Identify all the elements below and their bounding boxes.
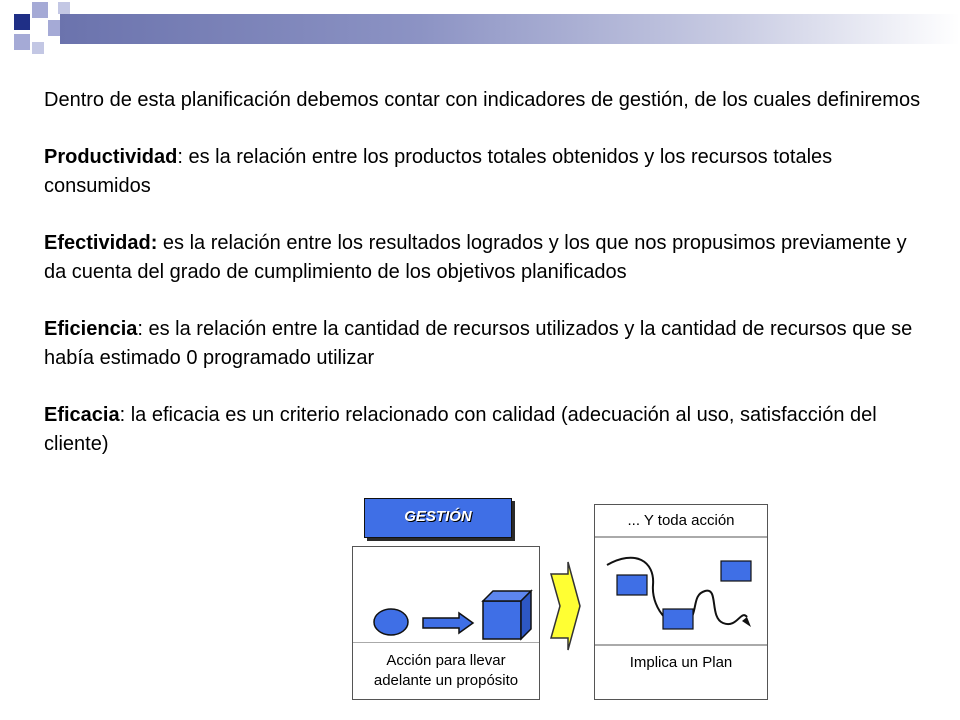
eficacia-paragraph [44, 401, 924, 459]
productividad-paragraph [44, 143, 924, 201]
gestion-box [364, 498, 512, 538]
efectividad-paragraph [44, 229, 924, 287]
header-square-light [32, 2, 48, 18]
eficiencia-term: Eficiencia [44, 318, 138, 340]
right-arrow-shape [423, 613, 473, 633]
indicator-definitions [44, 86, 924, 487]
eficiencia-definition: : es la relación entre la cantidad de recursos utilizados y la cantidad de recursos que se había estimado 0 programado utilizar [44, 318, 913, 369]
intro-paragraph [44, 86, 924, 115]
left-caption-line-2: adelante un propósito [373, 672, 519, 689]
gestion-diagram [348, 494, 768, 706]
productividad-definition: : es la relación entre los productos totales obtenidos y los recursos totales consumidos [44, 146, 833, 197]
plan-square-1 [617, 575, 647, 595]
right-plan-panel [594, 504, 768, 700]
header-gradient-bar [60, 14, 960, 44]
header-square-light [58, 2, 70, 14]
eficacia-term: Eficacia [44, 404, 120, 426]
plan-square-3 [721, 561, 751, 581]
efectividad-term: Efectividad: [44, 232, 158, 254]
right-header-text: ... Y toda acción [627, 512, 735, 529]
header-square-light [32, 42, 44, 54]
action-illustration [353, 547, 539, 643]
circle-shape [374, 609, 408, 635]
yellow-arrow-icon [548, 560, 582, 652]
right-caption: Implica un Plan [629, 654, 733, 671]
efectividad-definition: es la relación entre los resultados logrados y los que nos propusimos previamente y da cuenta del grado de cumplimiento de los objetivos planificados [44, 232, 907, 283]
plan-square-2 [663, 609, 693, 629]
header-square-light [14, 34, 30, 50]
gestion-label: GESTIÓN [404, 508, 472, 525]
header-square-dark [14, 14, 30, 30]
path-arrowhead [742, 617, 751, 627]
cube-shape [483, 591, 531, 639]
eficacia-definition: : la eficacia es un criterio relacionado con calidad (adecuación al uso, satisfacción del cliente) [44, 404, 877, 455]
left-action-panel [352, 546, 540, 700]
left-caption-line-1: Acción para llevar [386, 652, 506, 669]
productividad-term: Productividad [44, 146, 178, 168]
eficiencia-paragraph [44, 315, 924, 373]
intro-text: Dentro de esta planificación debemos contar con indicadores de gestión, de los cuales definiremos [44, 89, 921, 111]
